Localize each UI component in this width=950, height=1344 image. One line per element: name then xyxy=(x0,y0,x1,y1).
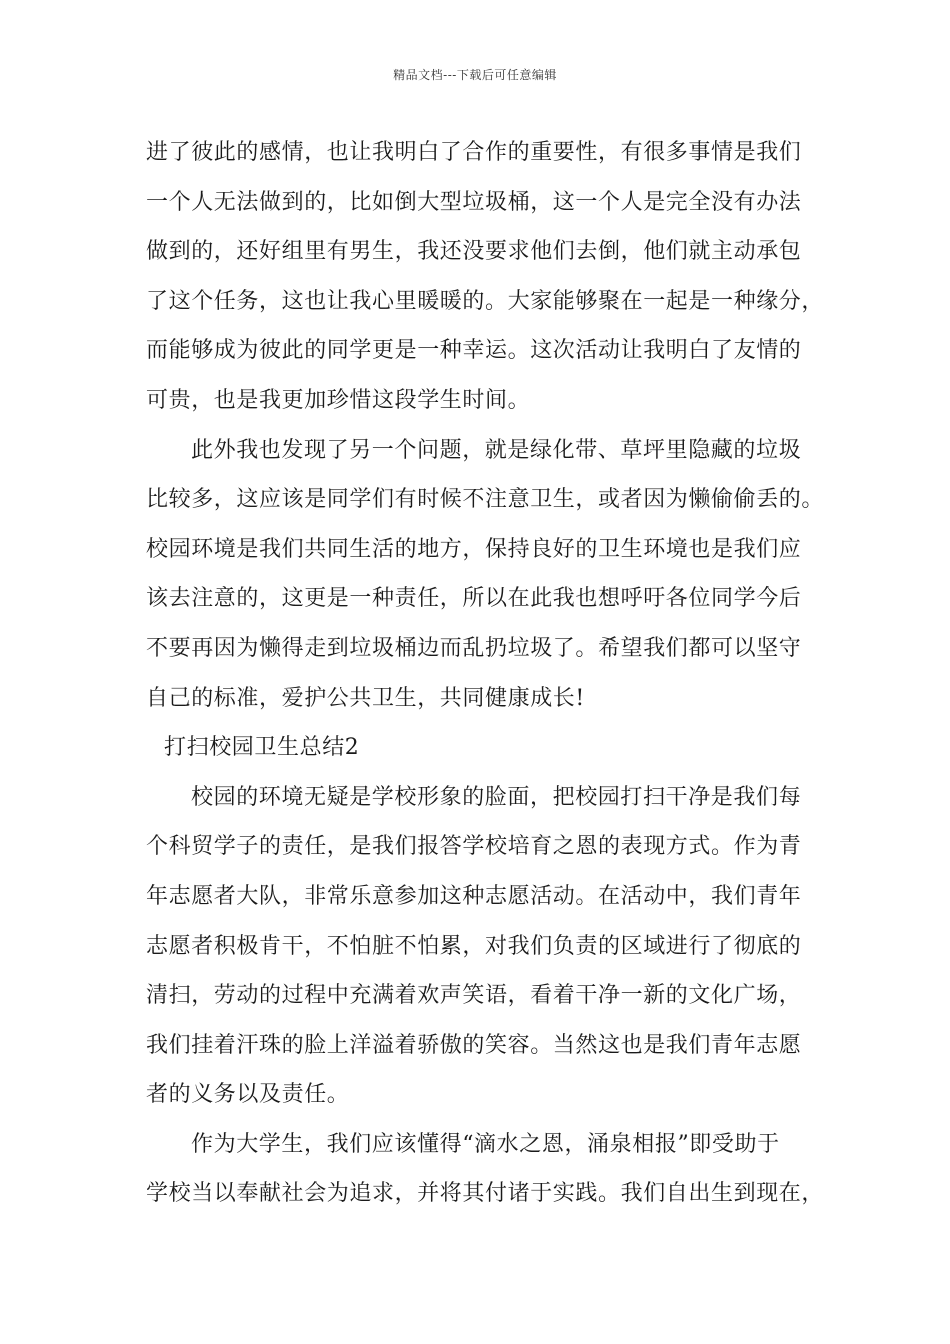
text-line: 志愿者积极肯干，不怕脏不怕累，对我们负责的区域进行了彻底的 xyxy=(146,933,802,959)
text-line: 校园环境是我们共同生活的地方，保持良好的卫生环境也是我们应 xyxy=(146,536,802,562)
text-line: 了这个任务，这也让我心里暖暖的。大家能够聚在一起是一种缘分， xyxy=(146,288,825,314)
text-line: 自己的标准，爱护公共卫生，共同健康成长! xyxy=(146,685,585,711)
text-line: 不要再因为懒得走到垃圾桶边而乱扔垃圾了。希望我们都可以坚守 xyxy=(146,635,802,661)
text-line: 可贵，也是我更加珍惜这段学生时间。 xyxy=(146,387,531,413)
text-line: 者的义务以及责任。 xyxy=(146,1082,350,1108)
text-line: 比较多，这应该是同学们有时候不注意卫生，或者因为懒偷偷丢的。 xyxy=(146,487,825,513)
text-line: 一个人无法做到的，比如倒大型垃圾桶，这一个人是完全没有办法 xyxy=(146,189,802,215)
text-line: 该去注意的，这更是一种责任，所以在此我也想呼吁各位同学今后 xyxy=(146,586,802,612)
text-line: 学校当以奉献社会为追求，并将其付诸于实践。我们自出生到现在， xyxy=(146,1181,825,1207)
text-line: 个科贸学子的责任，是我们报答学校培育之恩的表现方式。作为青 xyxy=(146,834,802,860)
text-line: 我们挂着汗珠的脸上洋溢着骄傲的笑容。当然这也是我们青年志愿 xyxy=(146,1032,802,1058)
paragraph-first-line: 此外我也发现了另一个问题，就是绿化带、草坪里隐藏的垃圾 xyxy=(191,437,802,463)
text-line: 清扫，劳动的过程中充满着欢声笑语，看着干净一新的文化广场， xyxy=(146,983,802,1009)
text-line: 进了彼此的感情，也让我明白了合作的重要性，有很多事情是我们 xyxy=(146,140,802,165)
paragraph-first-line: 校园的环境无疑是学校形象的脸面，把校园打扫干净是我们每 xyxy=(191,784,802,810)
text-line: 年志愿者大队，非常乐意参加这种志愿活动。在活动中，我们青年 xyxy=(146,883,802,909)
text-line: 而能够成为彼此的同学更是一种幸运。这次活动让我明白了友情的 xyxy=(146,338,802,364)
text-line: 做到的，还好组里有男生，我还没要求他们去倒，他们就主动承包 xyxy=(146,239,802,265)
section-heading: 打扫校园卫生总结2 xyxy=(164,735,360,761)
document-body xyxy=(146,128,825,1219)
paragraph-first-line: 作为大学生，我们应该懂得“滴水之恩，涌泉相报”即受助于 xyxy=(191,1131,780,1157)
page-header: 精品文档---下载后可任意编辑 xyxy=(393,68,557,82)
